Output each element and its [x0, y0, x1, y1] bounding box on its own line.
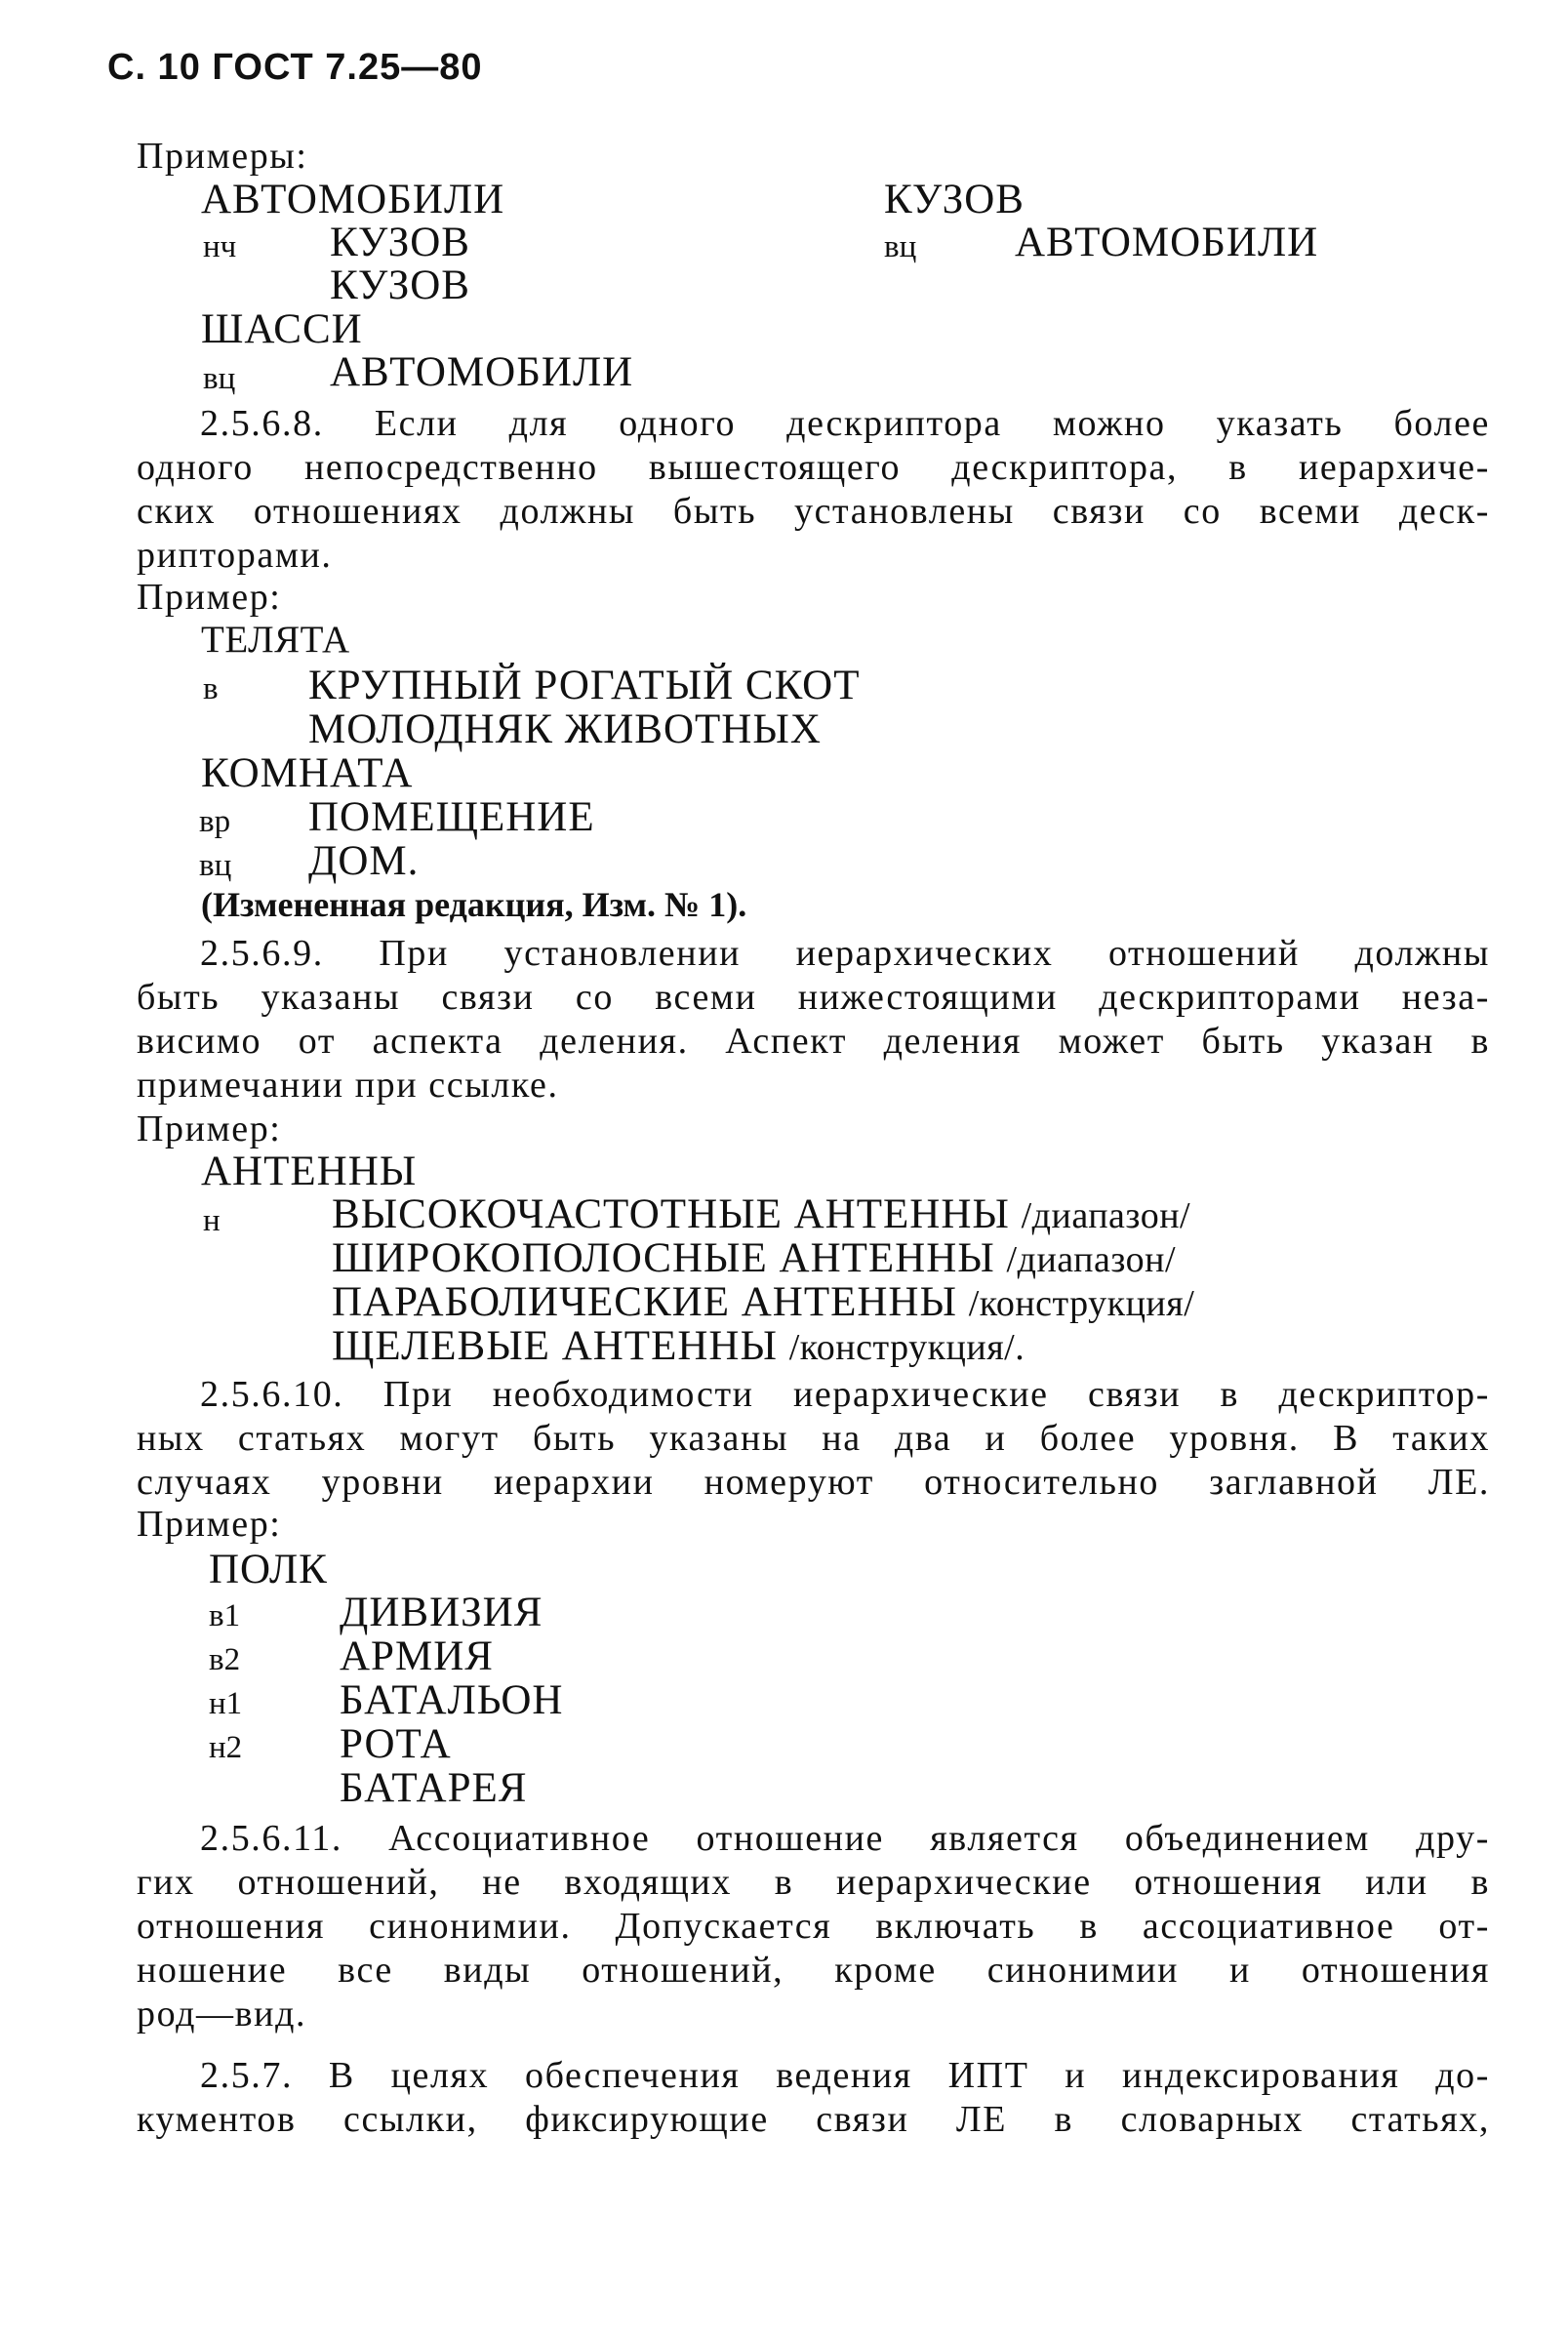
relation-mark: н2 — [209, 1730, 243, 1765]
example-term-row — [332, 1234, 1176, 1282]
paragraph-line: кументов ссылки, фиксирующие связи ЛЕ в словарных статьях, — [137, 2099, 1490, 2140]
paragraph-line: случаях уровни иерархии номеруют относительно заглавной ЛЕ. — [137, 1462, 1490, 1503]
paragraph-line: гих отношений, не входящих в иерархические отношения или в — [137, 1862, 1490, 1903]
example-head-term: КУЗОВ — [884, 177, 1025, 222]
example-term: ДИВИЗИЯ — [340, 1590, 543, 1635]
example-term: РОТА — [340, 1721, 452, 1767]
term-note: /диапазон/ — [1021, 1195, 1191, 1236]
example-term: ЩЕЛЕВЫЕ АНТЕННЫ — [332, 1323, 778, 1369]
example-term: БАТАРЕЯ — [340, 1765, 528, 1811]
example-term: ПАРАБОЛИЧЕСКИЕ АНТЕННЫ — [332, 1279, 957, 1325]
paragraph-line: ских отношениях должны быть установлены связи со всеми деск- — [137, 491, 1490, 532]
example-term: КРУПНЫЙ РОГАТЫЙ СКОТ — [308, 663, 861, 708]
example-label: Пример: — [137, 577, 282, 618]
paragraph-line: висимо от аспекта деления. Аспект деления может быть указан в — [137, 1021, 1490, 1062]
relation-mark: в2 — [209, 1642, 241, 1677]
paragraph-line: ношение все виды отношений, кроме синонимии и отношения — [137, 1950, 1490, 1991]
relation-mark: вц — [199, 848, 232, 883]
paragraph-line: 2.5.7. В целях обеспечения ведения ИПТ и индексирования до- — [200, 2055, 1490, 2096]
example-head-term: АВТОМОБИЛИ — [201, 177, 505, 222]
paragraph-line: отношения синонимии. Допускается включать в ассоциативное от- — [137, 1906, 1490, 1947]
paragraph-line: рипторами. — [137, 535, 333, 576]
relation-mark: в — [203, 671, 219, 706]
relation-mark: в1 — [209, 1598, 241, 1633]
example-label: Пример: — [137, 1504, 282, 1545]
example-term: КУЗОВ — [330, 262, 470, 308]
amendment-note: (Измененная редакция, Изм. № 1). — [201, 885, 747, 924]
example-term-row — [332, 1190, 1190, 1238]
relation-mark: вр — [199, 804, 231, 839]
page-header: С. 10 ГОСТ 7.25—80 — [107, 47, 483, 88]
relation-mark: вц — [203, 361, 236, 396]
example-head-term: ТЕЛЯТА — [201, 619, 350, 661]
example-head-term: ПОЛК — [209, 1547, 328, 1592]
example-label: Пример: — [137, 1108, 282, 1149]
paragraph-line: примечании при ссылке. — [137, 1065, 559, 1106]
example-head-term: КОМНАТА — [201, 750, 414, 796]
example-term-row — [332, 1322, 1025, 1370]
example-term: ПОМЕЩЕНИЕ — [308, 794, 595, 840]
relation-mark: н — [203, 1203, 221, 1238]
term-note: /конструкция/. — [788, 1327, 1025, 1368]
example-term: ШИРОКОПОЛОСНЫЕ АНТЕННЫ — [332, 1235, 995, 1281]
paragraph-line: 2.5.6.9. При установлении иерархических отношений должны — [200, 933, 1490, 974]
paragraph-line: одного непосредственно вышестоящего дескриптора, в иерархиче- — [137, 447, 1490, 488]
relation-mark: нч — [203, 229, 237, 264]
example-term: ВЫСОКОЧАСТОТНЫЕ АНТЕННЫ — [332, 1191, 1010, 1237]
examples-label: Примеры: — [137, 136, 308, 177]
example-head-term: АНТЕННЫ — [201, 1148, 418, 1194]
relation-mark: вц — [884, 229, 917, 264]
term-note: /диапазон/ — [1006, 1239, 1177, 1280]
paragraph-line: ных статьях могут быть указаны на два и более уровня. В таких — [137, 1418, 1490, 1459]
term-note: /конструкция/ — [968, 1283, 1195, 1324]
paragraph-line: быть указаны связи со всеми нижестоящими дескрипторами неза- — [137, 977, 1490, 1018]
paragraph-line: 2.5.6.11. Ассоциативное отношение является объединением дру- — [200, 1818, 1490, 1859]
example-term: АВТОМОБИЛИ — [1015, 220, 1319, 265]
example-term: ДОМ. — [308, 838, 420, 884]
example-term: МОЛОДНЯК ЖИВОТНЫХ — [308, 706, 822, 752]
paragraph-line: 2.5.6.8. Если для одного дескриптора можно указать более — [200, 403, 1490, 444]
example-term: АВТОМОБИЛИ — [330, 349, 634, 395]
example-term-row — [332, 1278, 1194, 1326]
paragraph-line: род—вид. — [137, 1994, 307, 2035]
example-term: КУЗОВ — [330, 220, 470, 265]
example-term: БАТАЛЬОН — [340, 1677, 564, 1723]
relation-mark: н1 — [209, 1686, 243, 1721]
example-head-term: ШАССИ — [201, 306, 363, 352]
example-term: АРМИЯ — [340, 1633, 494, 1679]
paragraph-line: 2.5.6.10. При необходимости иерархические связи в дескриптор- — [200, 1374, 1490, 1415]
